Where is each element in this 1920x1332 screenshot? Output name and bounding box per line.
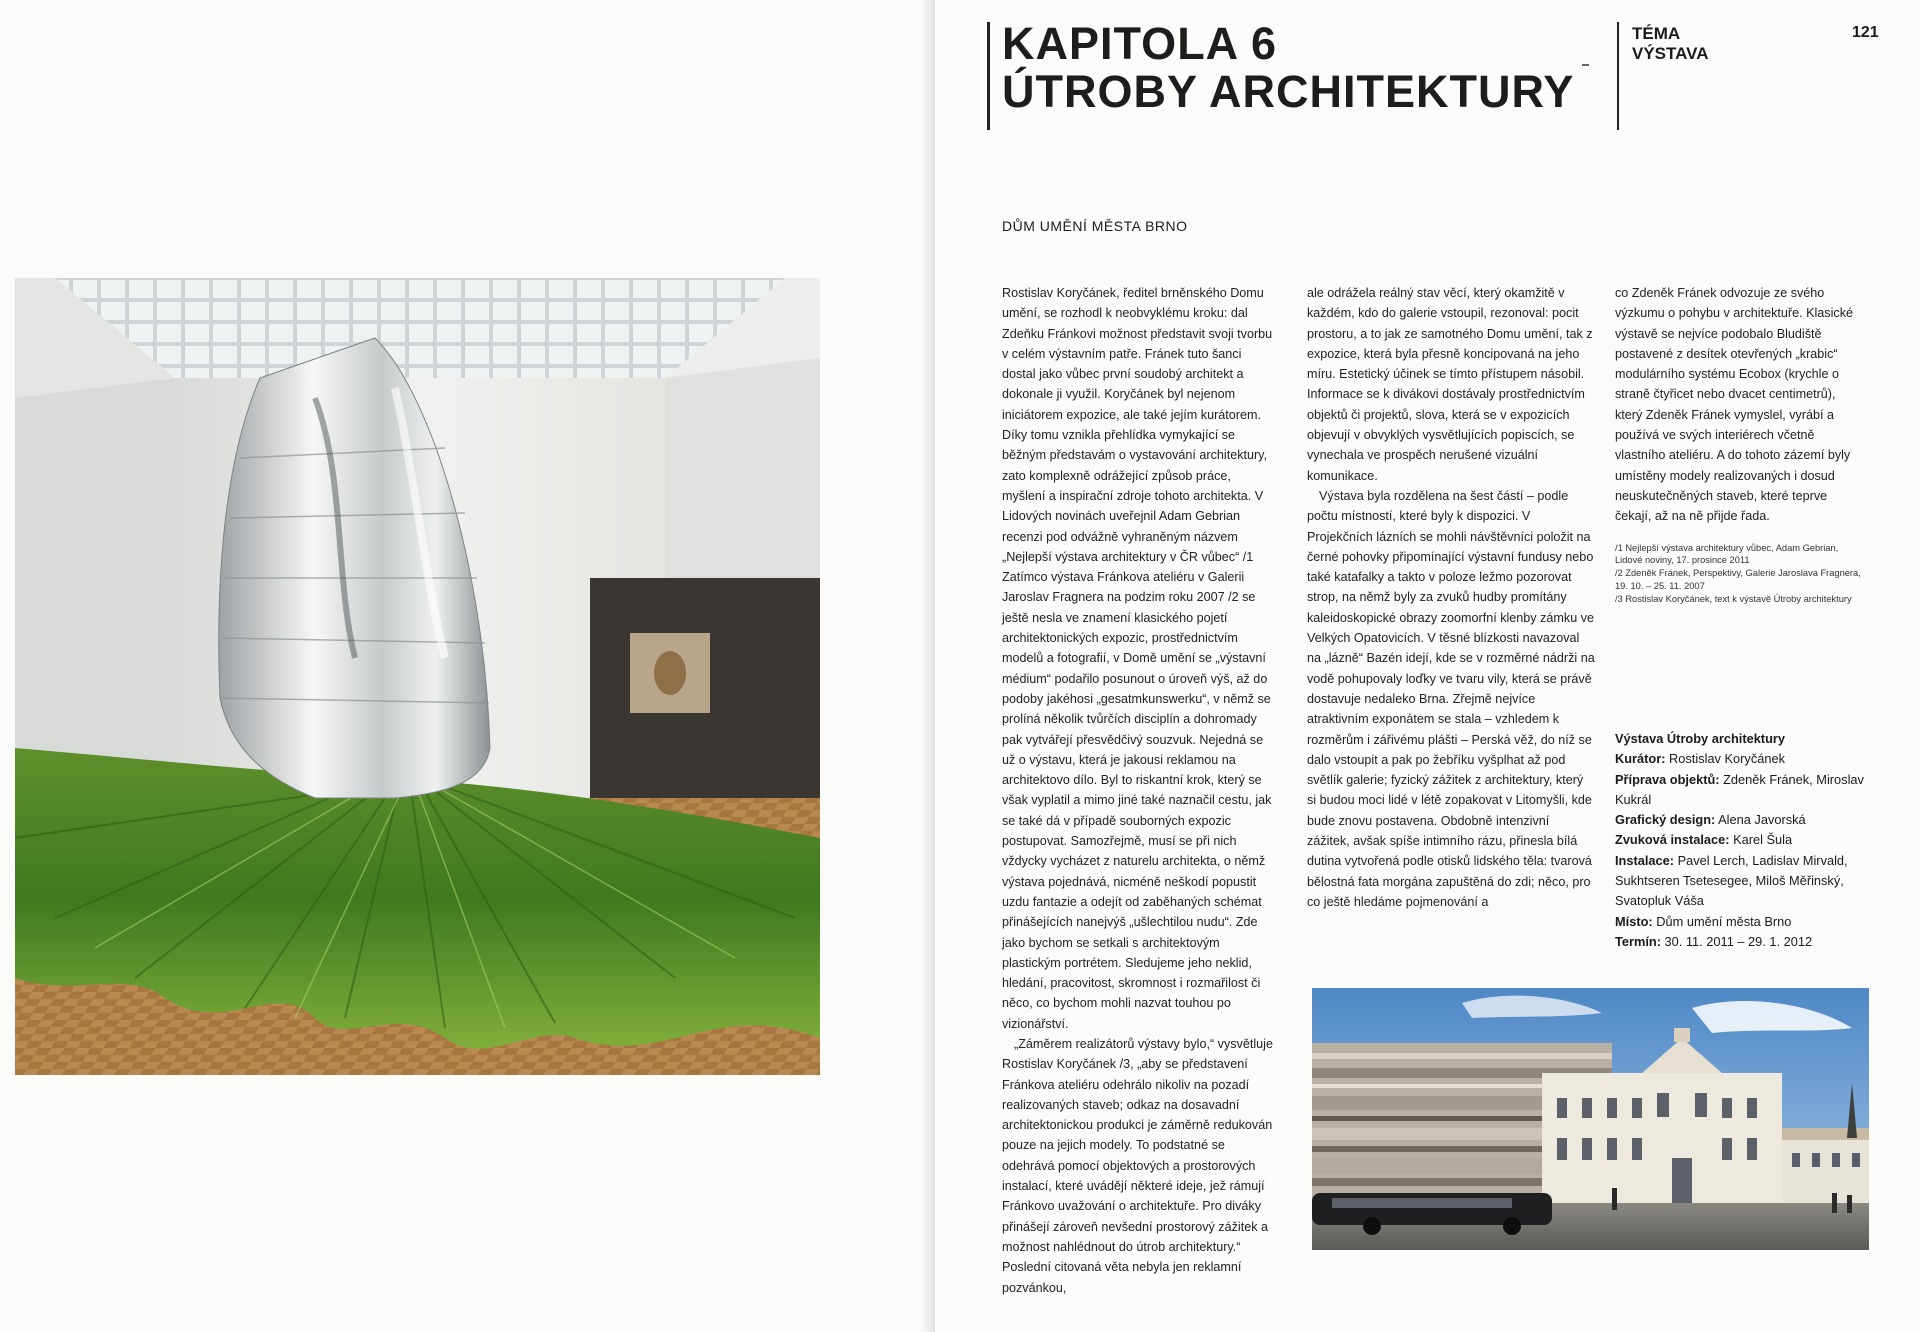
credit-value: 30. 11. 2011 – 29. 1. 2012 xyxy=(1664,933,1813,949)
credit-label: Kurátor: xyxy=(1615,751,1666,767)
credit-label: Příprava objektů: xyxy=(1615,771,1720,787)
credit-value: Rostislav Koryčánek xyxy=(1669,751,1785,767)
paragraph: „Záměrem realizátorů výstavy bylo,“ vysvětluje Rostislav Koryčánek /3, „aby se představení Fránkova ateliéru odehrálo nikoliv na pozadí realizovaných staveb; odkaz na dosavadní architektonickou produkci je záměrně redukován pouze na jejich modely. To podstatné se odehrává pomocí objektových a prostorových instalací, které uvádějí některé ideje, jež rámují Fránkovo uvažování o architektuře. Pro diváky přinášejí zároveň nevšední prostorový zážitek a možnost nahlédnout do útrob architektury.“ Poslední citovaná věta nebyla jen reklamní pozvánkou, xyxy=(1002,1036,1273,1295)
credit-line xyxy=(1615,749,1865,769)
article-column-1 xyxy=(1002,283,1275,1298)
footnote: /2 Zdeněk Fránek, Perspektivy, Galerie Jaroslava Fragnera, 19. 10. – 25. 11. 2007 xyxy=(1615,568,1861,591)
exhibition-credits xyxy=(1615,729,1865,952)
credit-value: Zdeněk Fránek, Miroslav Kukrál xyxy=(1615,771,1864,807)
topic-line2: VÝSTAVA xyxy=(1632,44,1709,63)
venue-subtitle: DŮM UMĚNÍ MĚSTA BRNO xyxy=(1002,218,1188,234)
article-column-3 xyxy=(1615,283,1865,527)
palace-motion-photo xyxy=(1312,988,1869,1250)
paragraph: Rostislav Koryčánek, ředitel brněnského Domu umění, se rozhodl k neobvyklému kroku: dal Zdeňku Fránkovi možnost představit svoji tvorbu v celém výstavním patře. Fránek tuto šanci dostal jako vůbec první soudobý architekt a dokonale ji využil. Koryčánek byl nejenom iniciátorem expozice, ale také jejím kurátorem. Díky tomu vznikla přehlídka vymykající se běžným představám o vystavování architektury, zato komplexně odrážející způsob práce, myšlení a inspirační zdroje tohoto architekta. V Lidových novinách uveřejnil Adam Gebrian recenzi pod odvážně vyhraněným názvem „Nejlepší výstava architektury v ČR vůbec“ /1 Zatímco výstava Fránkova ateliéru v Galerii Jaroslav Fragnera na podzim roku 2007 /2 se ještě nesla ve znamení klasického pojetí architektonických expozic, prostřednictvím modelů a fotografií, v Domě umění se „výstavní médium“ podařilo posunout o úroveň výš, až do podoby jakéhosi „gesatmkunswerku“, v němž se prolíná několik tvůrčích disciplín a dohromady pak vytvářejí přesvědčivý souzvuk. Nejedná se už o výstavu, která je jakousi reklamou na architektovo dílo. Byl to riskantní krok, který se však vyplatil a mimo jiné také naznačil cestu, jak se také dá v případě souborných expozic postupovat. Samozřejmě, musí se při nich vždycky vycházet z naturelu architekta, o němž výstava pojednává, nicméně neškodí popustit uzdu fantazie a odejít od zaběhaných schémat přinášejících nanejvýš „ušlechtilou nudu“. Zde jako bychom se setkali s architektovým plastickým portrétem. Sledujeme jeho neklid, hledání, pracovitost, skromnost i rozmařilost či něco, co bychom mohli nazvat touhou po vizionářství. xyxy=(1002,286,1273,1031)
left-page xyxy=(0,0,935,1332)
paragraph: Výstava byla rozdělena na šest částí – podle počtu místností, které byly k dispozici. V Projekčních lázních se mohli návštěvníci položit na černé pohovky připomínající výstavní fundusy nebo také katafalky a takto v poloze ležmo pozorovat strop, na němž byly za zvuků hudby promítány kaleidoskopické obrazy zoomorfní klenby zámku ve Velkých Opatovicích. V těsné blízkosti navazoval na „lázně“ Bazén idejí, kde se v rozměrné nádrži na vodě pohupovaly loďky ve tvaru vily, která se právě dostavuje nedaleko Brna. Zřejmě nejvíce atraktivním exponátem se stala – vzhledem k rozměrům i zářivému plášti – Perská věž, do níž se dalo vstoupit a pak po žebříku vyšplhat až pod světlík galerie; fyzický zážitek z architektury, který si budou moci lidé v létě zopakovat v Litomyšli, kde bude znovu postavena. Obdobně intenzivní zážitek, avšak spíše intimního rázu, přinesla bílá dutina vytvořená podle otisků lidského těla: tvarová bělostná fata morgána zapuštěná do zdi; něco, pro co ještě hledáme pojmenování a xyxy=(1307,488,1595,909)
chapter-title xyxy=(1002,20,1574,116)
credits-title: Výstava Útroby architektury xyxy=(1615,731,1785,746)
credit-value: Alena Javorská xyxy=(1718,812,1806,828)
credit-line xyxy=(1615,912,1865,932)
credit-value: Dům umění města Brno xyxy=(1656,913,1792,929)
credit-line xyxy=(1615,810,1865,830)
credit-label: Zvuková instalace: xyxy=(1615,832,1730,848)
credit-label: Termín: xyxy=(1615,933,1661,949)
chapter-title-line1: KAPITOLA 6 xyxy=(1002,18,1278,69)
credit-label: Místo: xyxy=(1615,913,1653,929)
topic-divider-rule xyxy=(1617,22,1619,130)
footnotes xyxy=(1615,542,1865,606)
paragraph: co Zdeněk Fránek odvozuje ze svého výzkumu o pohybu v architektuře. Klasické výstavě se nejvíce podobalo Bludiště postavené z desítek otevřených „krabic“ modulárního systému Ecobox (krychle o straně čtyřicet nebo dvacet centimetrů), který Zdeněk Fránek vymyslel, vyrábí a používá ve svých interiérech včetně vlastního ateliéru. A do tohoto zázemí byly umístěny modely realizovaných i dosud neuskutečněných staveb, které teprve čekají, až na ně přijde řada. xyxy=(1615,286,1853,524)
credit-line xyxy=(1615,770,1865,811)
paragraph: ale odrážela reálný stav věcí, který okamžitě v každém, kdo do galerie vstoupil, rezonoval: pocit prostoru, a to jak ze samotného Domu umění, tak z expozice, která byla přesně koncipovaná na jeho míru. Estetický účinek se tímto přístupem násobil. Informace se k divákovi dostávaly prostřednictvím objektů či projektů, slova, která se v expozicích objevují v obvyklých vysvětlujících popiscích, se vynechala ve prospěch nerušené vizuální komunikace. xyxy=(1307,286,1593,483)
article-column-2 xyxy=(1307,283,1595,912)
credit-value: Karel Šula xyxy=(1733,832,1793,848)
right-page xyxy=(935,0,1920,1332)
footnote: /3 Rostislav Koryčánek, text k výstavě Útroby architektury xyxy=(1615,593,1852,604)
chapter-title-line2: ÚTROBY ARCHITEKTURY xyxy=(1002,66,1575,117)
credit-line xyxy=(1615,932,1865,952)
page-number: 121 xyxy=(1852,24,1879,41)
topic-line1: TÉMA xyxy=(1632,24,1681,43)
credit-line xyxy=(1615,851,1865,912)
credit-label: Grafický design: xyxy=(1615,812,1716,828)
credit-line xyxy=(1615,830,1865,850)
crop-mark xyxy=(1582,64,1589,66)
credit-label: Instalace: xyxy=(1615,852,1675,868)
topic-label xyxy=(1632,24,1709,64)
title-left-rule xyxy=(987,22,990,130)
footnote: /1 Nejlepší výstava architektury vůbec, Adam Gebrian, Lidové noviny, 17. prosince 2011 xyxy=(1615,543,1839,566)
gallery-installation-photo xyxy=(15,278,820,1075)
credit-value: Pavel Lerch, Ladislav Mirvald, Sukhtseren Tsetesegee, Miloš Měřinský, Svatopluk Váša xyxy=(1615,852,1848,909)
